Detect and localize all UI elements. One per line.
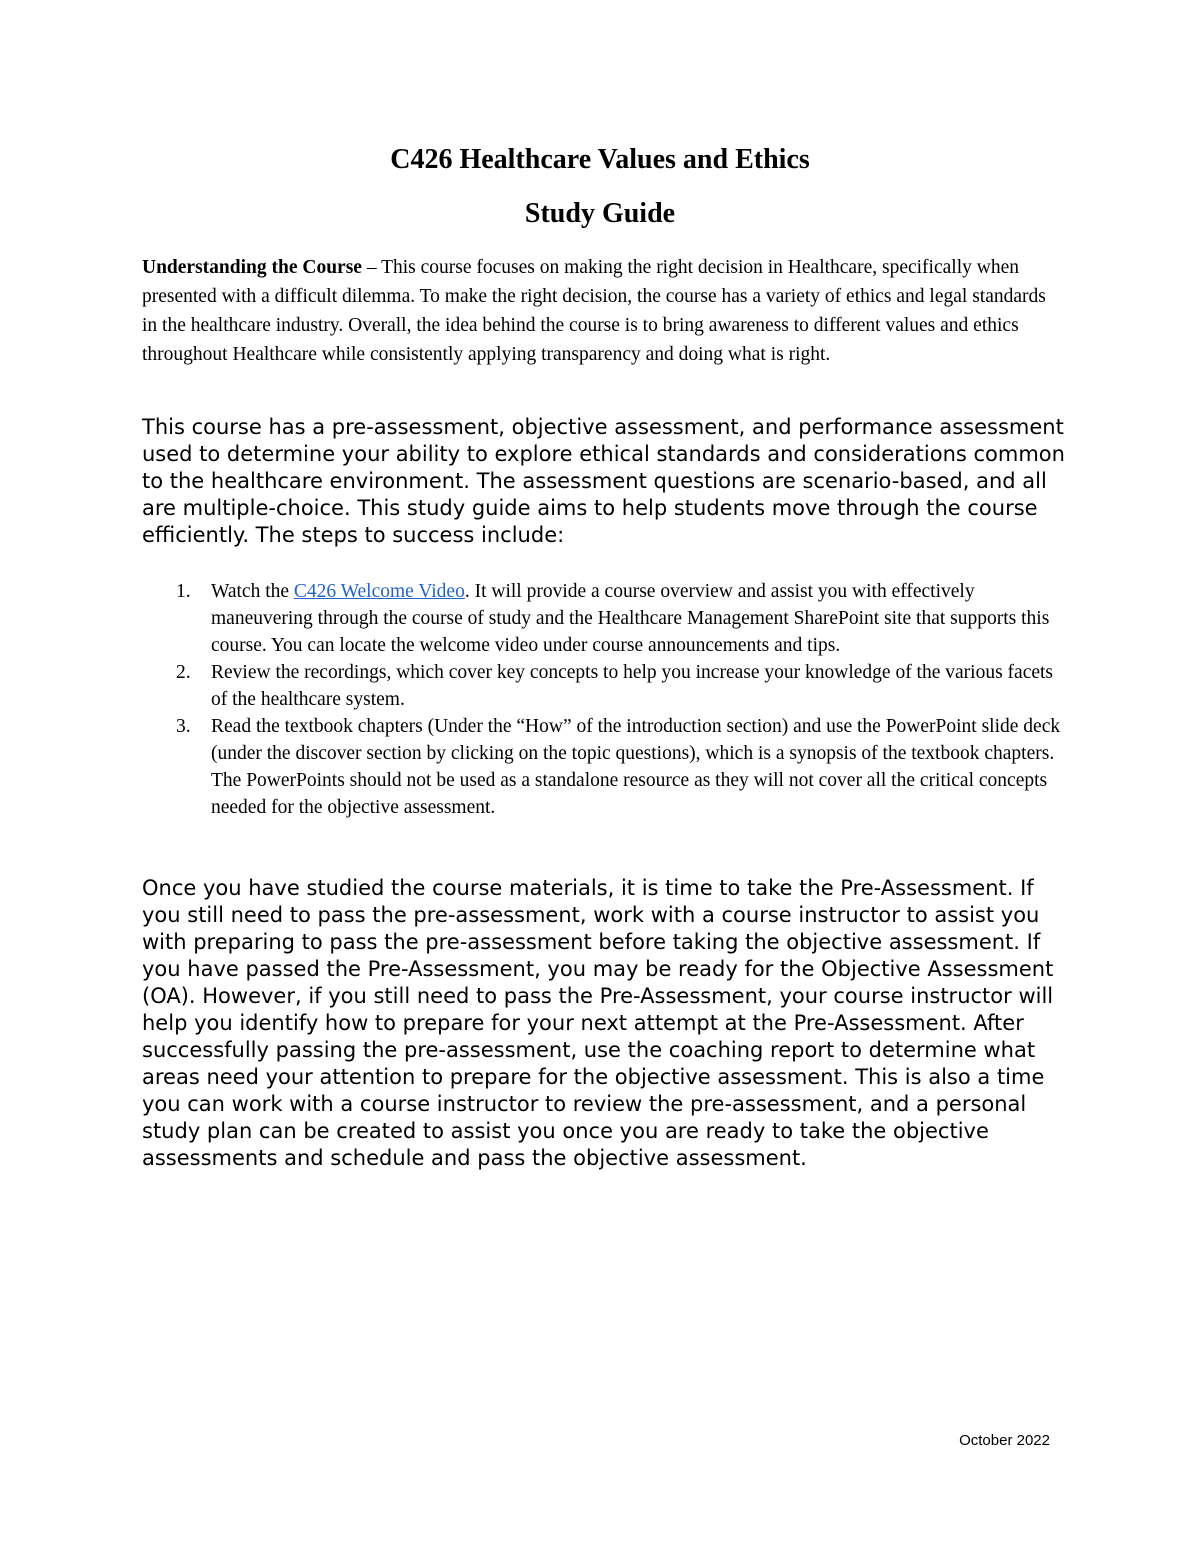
list-item — [142, 578, 1072, 659]
list-item — [142, 659, 1072, 713]
footer-date: October 2022 — [959, 1432, 1050, 1449]
list-item — [142, 713, 1072, 821]
step-text: Read the textbook chapters (Under the “How” of the introduction section) and use the PowerPoint slide deck (under the discover section by clicking on the topic questions), which is a synopsis of the textbook chapters. The PowerPoints should not be used as a standalone resource as they will not cover all the critical concepts needed for the objective assessment. — [211, 716, 1061, 818]
assessment-overview-paragraph: This course has a pre-assessment, objective assessment, and performance assessment used to determine your ability to explore ethical standards and considerations common to the healthcare environment. The assessment questions are scenario-based, and all are multiple-choice. This study guide aims to help students move through the course efficiently. The steps to success include: — [142, 415, 1065, 547]
step-text-start: Watch the — [211, 581, 294, 602]
list-item-number: 2. — [176, 662, 191, 683]
intro-paragraph — [142, 253, 1062, 369]
document-subtitle: Study Guide — [524, 198, 676, 229]
list-item-number: 1. — [176, 581, 191, 602]
welcome-video-link[interactable]: C426 Welcome Video — [293, 581, 465, 602]
steps-list — [142, 578, 1072, 821]
step-text-end: . It will provide a course overview and assist you with effectively maneuvering through the course of study and the Healthcare Management SharePoint site that supports this course. You can locate the welcome video under course announcements and tips. — [211, 581, 1050, 656]
next-steps-paragraph: Once you have studied the course materials, it is time to take the Pre-Assessment. If you still need to pass the pre-assessment, work with a course instructor to assist you with preparing to pass the pre-assessment before taking the objective assessment. If you have passed the Pre-Assessment, you may be ready for the Objective Assessment (OA). However, if you still need to pass the Pre-Assessment, your course instructor will help you identify how to prepare for your next attempt at the Pre-Assessment. After successfully passing the pre-assessment, use the coaching report to determine what areas need your attention to prepare for the objective assessment. This is also a time you can work with a course instructor to review the pre-assessment, and a personal study plan can be created to assist you once you are ready to take the objective assessments and schedule and pass the objective assessment. — [142, 876, 1054, 1170]
step-text: Review the recordings, which cover key concepts to help you increase your knowledge of the various facets of the healthcare system. — [211, 662, 1054, 710]
list-item-number: 3. — [176, 716, 191, 737]
intro-lead: Understanding the Course — [142, 257, 362, 278]
intro-text: – This course focuses on making the right decision in Healthcare, specifically when presented with a difficult dilemma. To make the right decision, the course has a variety of ethics and legal standards in the healthcare industry. Overall, the idea behind the course is to bring awareness to different values and ethics throughout Healthcare while consistently applying transparency and doing what is right. — [142, 257, 1046, 365]
document-title: C426 Healthcare Values and Ethics — [390, 144, 810, 175]
